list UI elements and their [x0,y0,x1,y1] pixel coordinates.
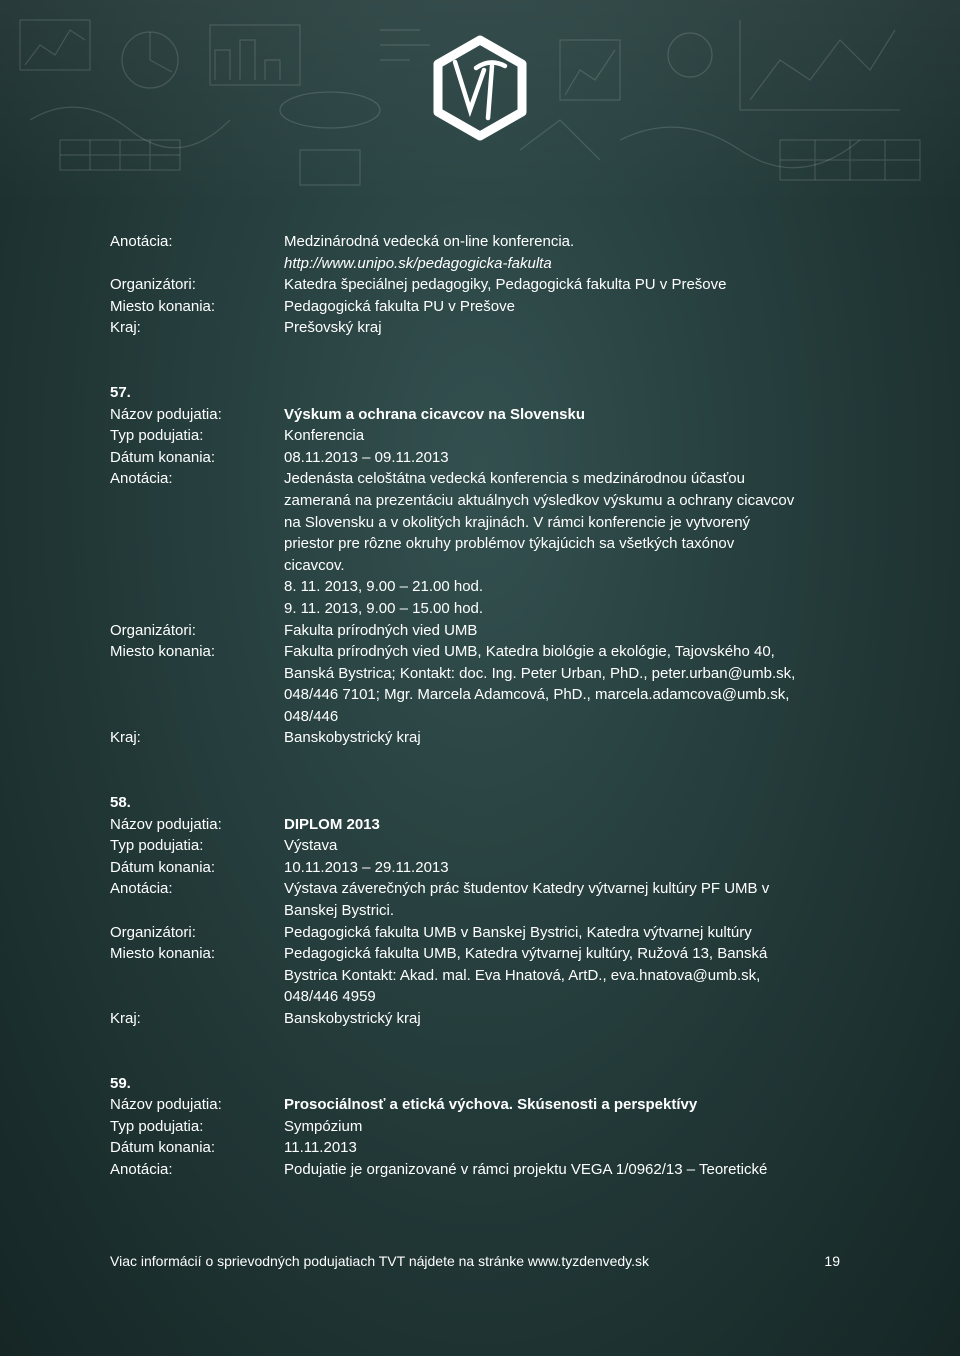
logo-icon [438,40,522,136]
entry-row [110,727,850,749]
field-label: Miesto konania: [110,643,216,661]
field-label: Názov podujatia: [110,815,222,833]
entry-row [110,814,850,836]
field-value: Banskobystrický kraj [284,729,421,747]
field-label: Anotácia: [110,233,173,250]
entry-row [110,878,850,921]
event-title: Výskum a ochrana cicavcov na Slovensku [284,405,585,423]
field-label: Anotácia: [110,1160,173,1178]
event-title: Prosociálnosť a etická výchova. Skúsenosti a perspektívy [284,1096,698,1114]
page-footer [110,1251,840,1271]
entry-row [110,620,850,642]
field-label: Kraj: [110,319,141,337]
entry-row [110,404,850,426]
entry-row [110,317,850,339]
field-label: Kraj: [110,729,141,747]
field-value: Výstava [284,837,338,855]
url-link[interactable]: http://www.unipo.sk/pedagogicka-fakulta [284,254,552,272]
field-value: Katedra špeciálnej pedagogiky, Pedagogická fakulta PU v Prešove [284,276,727,294]
entry-row [110,922,850,944]
annotation-text: Medzinárodná vedecká on-line konferencia. [284,233,575,250]
entry-row [110,1008,850,1030]
entry-row [110,1159,850,1181]
field-value: 10.11.2013 – 29.11.2013 [284,858,449,876]
entry-row [110,425,850,447]
entry-row [110,274,850,296]
field-label: Dátum konania: [110,448,216,466]
event-title: DIPLOM 2013 [284,815,380,833]
chalkboard-doodles [0,0,960,205]
field-value: Výstava záverečných prác študentov Katedry výtvarnej kultúry PF UMB v Banskej Bystrici. [284,880,770,920]
field-value: Sympózium [284,1117,363,1135]
entry-number: 58. [110,794,131,812]
field-value: Pedagogická fakulta UMB, Katedra výtvarnej kultúry, Ružová 13, Banská Bystrica Kontakt: Akad. mal. Eva Hnatová, ArtD., eva.hnatova@umb.sk, 048/446 4959 [284,945,768,1006]
footer-text: Viac informácií o sprievodných podujatiach TVT nájdete na stránke www.tyzdenvedy.sk [110,1253,650,1269]
field-label: Dátum konania: [110,1139,216,1157]
field-label: Názov podujatia: [110,1096,222,1114]
field-value [284,231,850,274]
event-entry [110,382,850,749]
field-label: Organizátori: [110,923,196,941]
event-entry [110,792,850,1030]
event-entry [110,1073,850,1181]
field-value: Pedagogická fakulta PU v Prešove [284,297,515,315]
field-value: Prešovský kraj [284,319,382,337]
entry-row [110,1094,850,1116]
entry-row [110,296,850,318]
entry-row [110,447,850,469]
field-value: Jedenásta celoštátna vedecká konferencia s medzinárodnou účasťou zameraná na prezentáciu aktuálnych výsledkov výskumu a ochrany cicavcov na Slovensku a v okolitých krajinách. V rámci konferencie je vytvorený priestor pre rôzne okruhy problémov týkajúcich sa všetkých taxónov cicavcov. 8. 11. 2013, 9.00 – 21.00 hod. 9. 11. 2013, 9.00 – 15.00 hod. [284,470,795,617]
entry-row [110,231,850,274]
field-label: Miesto konania: [110,297,216,315]
field-value: 08.11.2013 – 09.11.2013 [284,448,449,466]
entry-row [110,1137,850,1159]
field-label: Organizátori: [110,276,196,294]
field-label: Kraj: [110,1010,141,1027]
entry-row [110,857,850,879]
entry-number: 57. [110,383,131,401]
field-label: Typ podujatia: [110,1117,204,1135]
field-label: Názov podujatia: [110,405,222,423]
entry-row [110,1116,850,1138]
field-label: Miesto konania: [110,945,216,963]
field-value: Fakulta prírodných vied UMB [284,621,478,639]
entry-row [110,943,850,1008]
entry-row [110,468,850,619]
field-label: Typ podujatia: [110,427,204,445]
field-label: Dátum konania: [110,858,216,876]
entry-row [110,835,850,857]
field-label: Anotácia: [110,470,173,488]
field-value: Fakulta prírodných vied UMB, Katedra biológie a ekológie, Tajovského 40, Banská Bystrica; Kontakt: doc. Ing. Peter Urban, PhD., peter.urban@umb.sk, 048/446 7101; Mgr. Marcela Adamcová, PhD., marcela.adamcova@umb.sk, 048/446 [284,643,796,725]
field-value: Banskobystrický kraj [284,1010,421,1027]
field-label: Typ podujatia: [110,837,204,855]
field-label: Anotácia: [110,880,173,898]
field-value: Pedagogická fakulta UMB v Banskej Bystrici, Katedra výtvarnej kultúry [284,923,752,941]
field-value: 11.11.2013 [284,1139,357,1157]
entry-row [110,641,850,727]
field-label: Organizátori: [110,621,196,639]
header-banner [0,0,960,205]
entry-number: 59. [110,1074,131,1092]
event-list [110,231,850,1181]
field-value: Podujatie je organizované v rámci projektu VEGA 1/0962/13 – Teoretické [284,1160,768,1178]
page-number: 19 [824,1253,840,1269]
event-entry [110,231,850,339]
field-value: Konferencia [284,427,365,445]
